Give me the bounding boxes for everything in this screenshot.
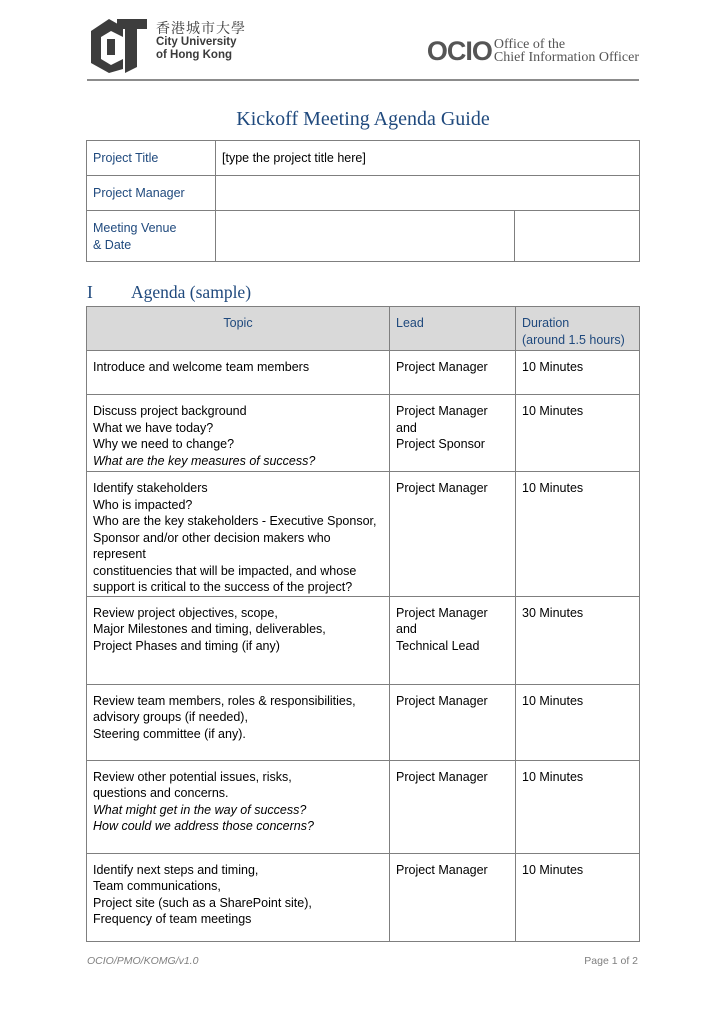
agenda-duration-cell: 30 Minutes	[516, 596, 640, 684]
document-title: Kickoff Meeting Agenda Guide	[236, 108, 490, 130]
cityu-wordmark: 香港城市大學 City University of Hong Kong	[156, 20, 246, 61]
topic-line: Who is impacted?	[93, 497, 193, 512]
agenda-topic-cell	[87, 351, 390, 395]
project-info-table	[86, 140, 640, 262]
topic-line: Who are the key stakeholders - Executive Sponsor,	[93, 514, 377, 528]
ocio-wordmark: Office of the Chief Information Officer	[493, 37, 639, 65]
lead-line: Project Manager	[396, 481, 488, 495]
agenda-row	[87, 472, 640, 597]
lead-line: Project Manager	[396, 360, 488, 374]
lead-line: Project Sponsor	[396, 437, 485, 451]
topic-line: Identify next steps and timing,	[93, 862, 259, 877]
agenda-duration-cell: 10 Minutes	[516, 760, 640, 853]
header-divider	[87, 79, 639, 81]
topic-line: Frequency of team meetings	[93, 912, 252, 926]
meeting-venue-label: Meeting Venue & Date	[87, 211, 216, 262]
agenda-topic-cell	[87, 853, 390, 941]
agenda-duration-cell: 10 Minutes	[516, 853, 640, 941]
page-header	[87, 12, 639, 80]
meeting-date-field[interactable]	[515, 211, 640, 262]
topic-question-line: What might get in the way of success?	[93, 802, 307, 817]
topic-line: Project site (such as a SharePoint site),	[93, 895, 312, 910]
topic-line: constituencies that will be impacted, and whose	[93, 563, 357, 578]
project-title-label: Project Title	[87, 141, 216, 176]
topic-line: Why we need to change?	[93, 437, 235, 451]
topic-line: Review other potential issues, risks,	[93, 769, 292, 784]
lead-header: Lead	[390, 307, 516, 351]
duration-header: Duration (around 1.5 hours)	[516, 307, 640, 351]
agenda-lead-cell	[390, 351, 516, 395]
topic-line: Review team members, roles & responsibilities,	[93, 693, 356, 708]
agenda-topic-cell	[87, 760, 390, 853]
agenda-row	[87, 853, 640, 941]
agenda-topic-cell	[87, 395, 390, 472]
ocio-mark: OCIO	[426, 36, 492, 66]
topic-line: support is critical to the success of the project?	[93, 580, 353, 594]
topic-line: Sponsor and/or other decision makers who represent	[93, 530, 331, 561]
topic-line: questions and concerns.	[93, 786, 229, 800]
topic-line: Major Milestones and timing, deliverables,	[93, 622, 326, 636]
agenda-lead-cell	[390, 760, 516, 853]
agenda-row	[87, 684, 640, 760]
agenda-table	[86, 306, 640, 942]
agenda-row	[87, 351, 640, 395]
topic-line: Steering committee (if any).	[93, 726, 246, 741]
topic-line: What we have today?	[93, 420, 214, 435]
lead-line: Project Manager and	[396, 605, 488, 636]
project-manager-label: Project Manager	[87, 176, 216, 211]
lead-line: Project Manager	[396, 693, 488, 708]
agenda-topic-cell	[87, 596, 390, 684]
lead-line: Technical Lead	[396, 638, 480, 653]
agenda-duration-cell: 10 Minutes	[516, 472, 640, 597]
section-heading	[87, 282, 251, 303]
section-number: I	[87, 282, 93, 302]
agenda-row	[87, 395, 640, 472]
topic-question-line: How could we address those concerns?	[93, 819, 314, 833]
agenda-lead-cell	[390, 596, 516, 684]
topic-line: Team communications,	[93, 879, 221, 893]
agenda-lead-cell	[390, 472, 516, 597]
topic-line: Project Phases and timing (if any)	[93, 638, 280, 653]
project-title-field[interactable]: [type the project title here]	[216, 141, 640, 176]
lead-line: Project Manager and	[396, 404, 488, 435]
section-title: Agenda (sample)	[131, 282, 252, 302]
lead-line: Project Manager	[396, 862, 488, 877]
agenda-lead-cell	[390, 853, 516, 941]
agenda-duration-cell: 10 Minutes	[516, 684, 640, 760]
meeting-venue-field[interactable]	[216, 211, 515, 262]
agenda-topic-cell	[87, 472, 390, 597]
agenda-row	[87, 760, 640, 853]
topic-line: advisory groups (if needed),	[93, 710, 248, 724]
document-code: OCIO/PMO/KOMG/v1.0	[87, 955, 199, 967]
lead-line: Project Manager	[396, 769, 488, 784]
agenda-lead-cell	[390, 395, 516, 472]
project-manager-field[interactable]	[216, 176, 640, 211]
topic-line: Introduce and welcome team members	[93, 360, 310, 374]
ocio-logo	[427, 36, 639, 66]
agenda-lead-cell	[390, 684, 516, 760]
topic-question-line: What are the key measures of success?	[93, 453, 316, 468]
agenda-duration-cell: 10 Minutes	[516, 395, 640, 472]
topic-line: Review project objectives, scope,	[93, 605, 278, 620]
topic-line: Discuss project background	[93, 404, 247, 418]
agenda-duration-cell: 10 Minutes	[516, 351, 640, 395]
agenda-row	[87, 596, 640, 684]
agenda-topic-cell	[87, 684, 390, 760]
page-number: Page 1 of 2	[584, 955, 638, 967]
topic-header: Topic	[87, 307, 390, 351]
topic-line: Identify stakeholders	[93, 481, 208, 495]
cityu-logo-icon	[87, 15, 151, 73]
